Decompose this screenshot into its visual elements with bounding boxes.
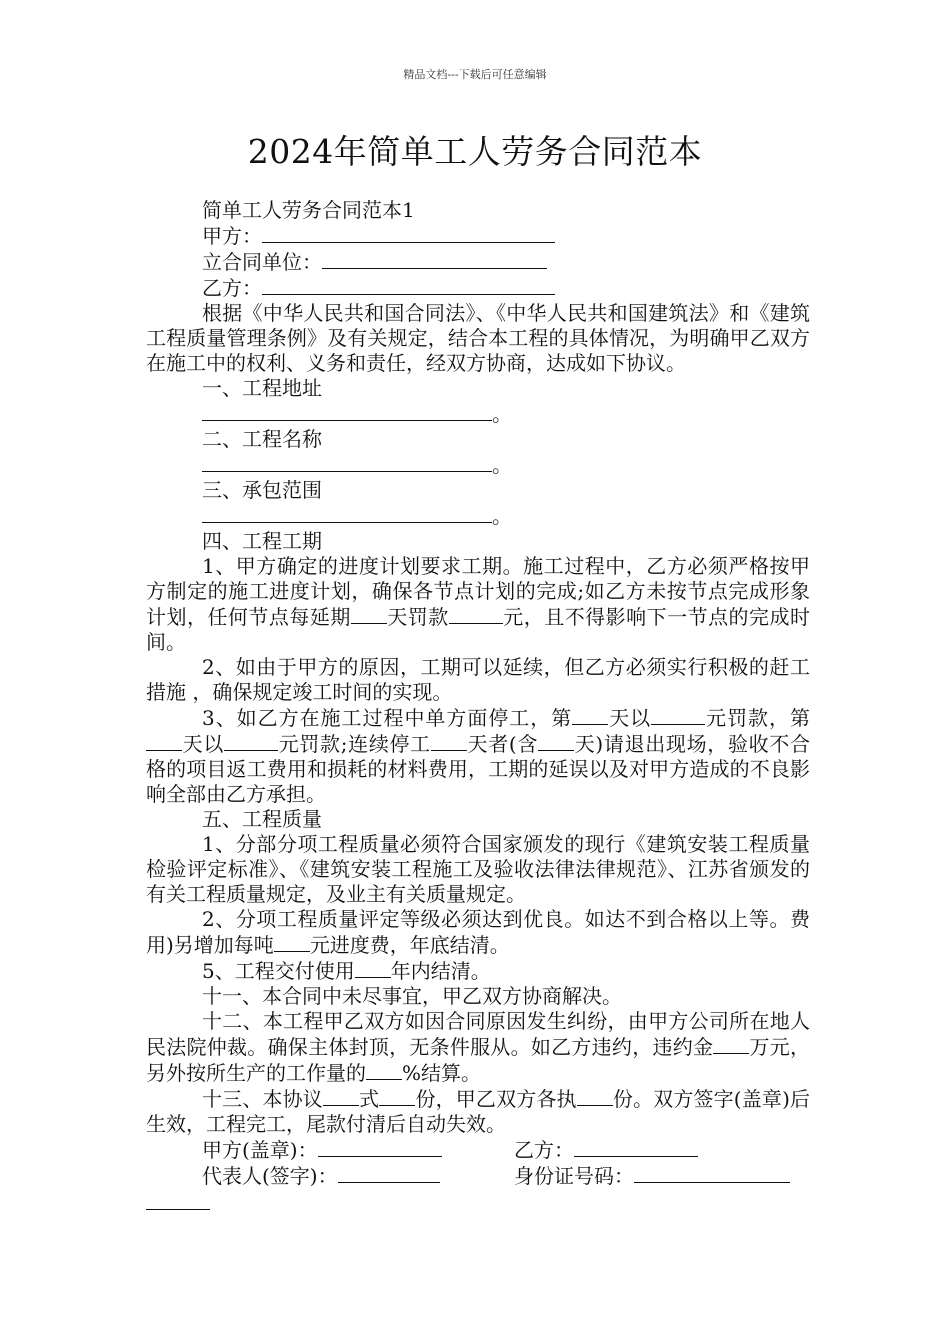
clause-text: 元罚款，第 bbox=[705, 706, 810, 730]
clause-text: 天以 bbox=[182, 732, 225, 756]
party-b-line bbox=[146, 275, 810, 301]
clause-text: 式 bbox=[358, 1087, 380, 1111]
day-blank[interactable] bbox=[572, 705, 608, 725]
clause-text: 元，且不得影响下一节点的完成时间。 bbox=[146, 605, 811, 654]
section-address-heading: 一、工程地址 bbox=[202, 376, 322, 400]
section-name-heading: 二、工程名称 bbox=[202, 427, 322, 451]
clause-text: %结算。 bbox=[402, 1061, 482, 1085]
schedule-clause-3 bbox=[146, 705, 810, 807]
party-b-blank[interactable] bbox=[262, 275, 555, 295]
day-blank[interactable] bbox=[146, 731, 182, 751]
clause-13 bbox=[146, 1086, 810, 1137]
address-blank[interactable] bbox=[202, 401, 492, 421]
party-a-blank[interactable] bbox=[262, 223, 555, 243]
party-b-sign-blank[interactable] bbox=[574, 1137, 698, 1157]
penalty-amount-blank[interactable] bbox=[449, 604, 503, 624]
period-mark: 。 bbox=[492, 453, 512, 477]
scope-blank[interactable] bbox=[202, 503, 492, 523]
signature-row-2 bbox=[146, 1163, 810, 1189]
party-a-label: 甲方： bbox=[202, 224, 262, 248]
section-scope-heading: 三、承包范围 bbox=[202, 478, 322, 502]
name-blank[interactable] bbox=[202, 452, 492, 472]
clause-text: 天以 bbox=[608, 706, 652, 730]
clause-text: 天)请退出现场，验收不合格的项目返工费用和损耗的材料费用，工期的延误以及对甲方造成的不良影响全部由乙方承担。 bbox=[146, 732, 810, 806]
clause-text: 3、如乙方在施工过程中单方面停工，第 bbox=[202, 706, 573, 730]
party-a-line bbox=[146, 223, 810, 249]
subtitle: 简单工人劳务合同范本1 bbox=[202, 198, 415, 222]
day-blank[interactable] bbox=[538, 731, 574, 751]
clause-text: 十二、本工程甲乙双方如因合同原因发生纠纷，由甲方公司所在地人民法院仲裁。确保主体封顶，无条件服从。如乙方违约，违约金 bbox=[146, 1009, 810, 1059]
penalty-blank[interactable] bbox=[713, 1034, 749, 1054]
name-line bbox=[146, 452, 810, 478]
copies-blank[interactable] bbox=[577, 1086, 613, 1106]
id-number bbox=[514, 1163, 790, 1189]
intro-paragraph: 根据《中华人民共和国合同法》、《中华人民共和国建筑法》和《建筑工程质量管理条例》及有关规定，结合本工程的具体情况，为明确甲乙双方在施工中的权利、义务和责任，经双方协商，达成如下协议。 bbox=[146, 301, 810, 375]
party-a-seal-label: 甲方(盖章)： bbox=[202, 1138, 318, 1162]
clause-12 bbox=[146, 1009, 810, 1086]
clause-text: 2、分项工程质量评定等级必须达到优良。如达不到合格以上等。费用)另增加每吨 bbox=[146, 907, 810, 957]
clause-text: 5、工程交付使用 bbox=[202, 959, 355, 983]
clause-text: 元罚款;连续停工 bbox=[278, 732, 431, 756]
representative-label: 代表人(签字)： bbox=[202, 1164, 338, 1188]
fine-blank[interactable] bbox=[651, 705, 705, 725]
clause-text: 份。双方签字(盖章)后生效，工程完工，尾款付清后自动失效。 bbox=[146, 1087, 811, 1136]
unit-label: 立合同单位： bbox=[202, 250, 322, 274]
party-b-signature bbox=[514, 1137, 698, 1163]
scope-line bbox=[146, 503, 810, 529]
years-blank[interactable] bbox=[355, 958, 391, 978]
quality-clause-5 bbox=[146, 958, 810, 984]
clause-text: 1、甲方确定的进度计划要求工期。施工过程中，乙方必须严格按甲方制定的施工进度计划，确保各节点计划的完成;如乙方未按节点完成形象计划，任何节点每延期 bbox=[146, 554, 810, 629]
schedule-clause-2: 2、如由于甲方的原因，工期可以延续，但乙方必须实行积极的赶工措施 ，确保规定竣工时间的实现。 bbox=[146, 655, 810, 704]
id-number-label: 身份证号码： bbox=[514, 1164, 634, 1188]
delay-days-blank[interactable] bbox=[351, 604, 387, 624]
schedule-clause-1 bbox=[146, 554, 810, 655]
day-blank[interactable] bbox=[431, 731, 467, 751]
page-header: 精品文档---下载后可任意编辑 bbox=[403, 68, 547, 81]
copies-blank[interactable] bbox=[323, 1086, 359, 1106]
quality-clause-1: 1、分部分项工程质量必须符合国家颁发的现行《建筑安装工程质量检验评定标准》、《建筑安装工程施工及验收法律法律规范》、江苏省颁发的有关工程质量规定，及业主有关质量规定。 bbox=[146, 832, 810, 906]
fee-blank[interactable] bbox=[274, 932, 310, 952]
representative-blank[interactable] bbox=[338, 1163, 440, 1183]
clause-text: 天者(含 bbox=[466, 732, 539, 756]
period-mark: 。 bbox=[492, 402, 512, 426]
party-b-sign-label: 乙方： bbox=[514, 1138, 574, 1162]
signature-row-1 bbox=[146, 1137, 810, 1163]
party-a-signature bbox=[202, 1137, 514, 1163]
quality-clause-2 bbox=[146, 907, 810, 958]
percent-blank[interactable] bbox=[366, 1060, 402, 1080]
id-number-blank-continued[interactable] bbox=[146, 1189, 210, 1210]
period-mark: 。 bbox=[492, 504, 512, 528]
clause-text: 万元，另外按所生产的工作量的 bbox=[146, 1035, 811, 1085]
document-title: 2024年简单工人劳务合同范本 bbox=[247, 132, 703, 171]
clause-text: 年内结清。 bbox=[390, 959, 491, 983]
representative-signature bbox=[202, 1163, 514, 1189]
section-schedule-heading: 四、工程工期 bbox=[202, 529, 322, 553]
clause-text: 元进度费，年底结清。 bbox=[309, 933, 510, 957]
clause-text: 份，甲乙双方各执 bbox=[415, 1087, 577, 1111]
clause-text: 十三、本协议 bbox=[202, 1087, 323, 1111]
party-a-seal-blank[interactable] bbox=[318, 1137, 442, 1157]
party-b-label: 乙方： bbox=[202, 276, 262, 300]
fine-blank[interactable] bbox=[224, 731, 278, 751]
copies-blank[interactable] bbox=[379, 1086, 415, 1106]
address-line bbox=[146, 401, 810, 427]
contract-body bbox=[146, 198, 810, 1210]
id-number-blank[interactable] bbox=[634, 1163, 790, 1183]
unit-blank[interactable] bbox=[322, 249, 547, 269]
clause-11: 十一、本合同中未尽事宜，甲乙双方协商解决。 bbox=[202, 984, 622, 1008]
clause-text: 天罚款 bbox=[386, 605, 449, 629]
section-quality-heading: 五、工程质量 bbox=[202, 807, 322, 831]
unit-line bbox=[146, 249, 810, 275]
